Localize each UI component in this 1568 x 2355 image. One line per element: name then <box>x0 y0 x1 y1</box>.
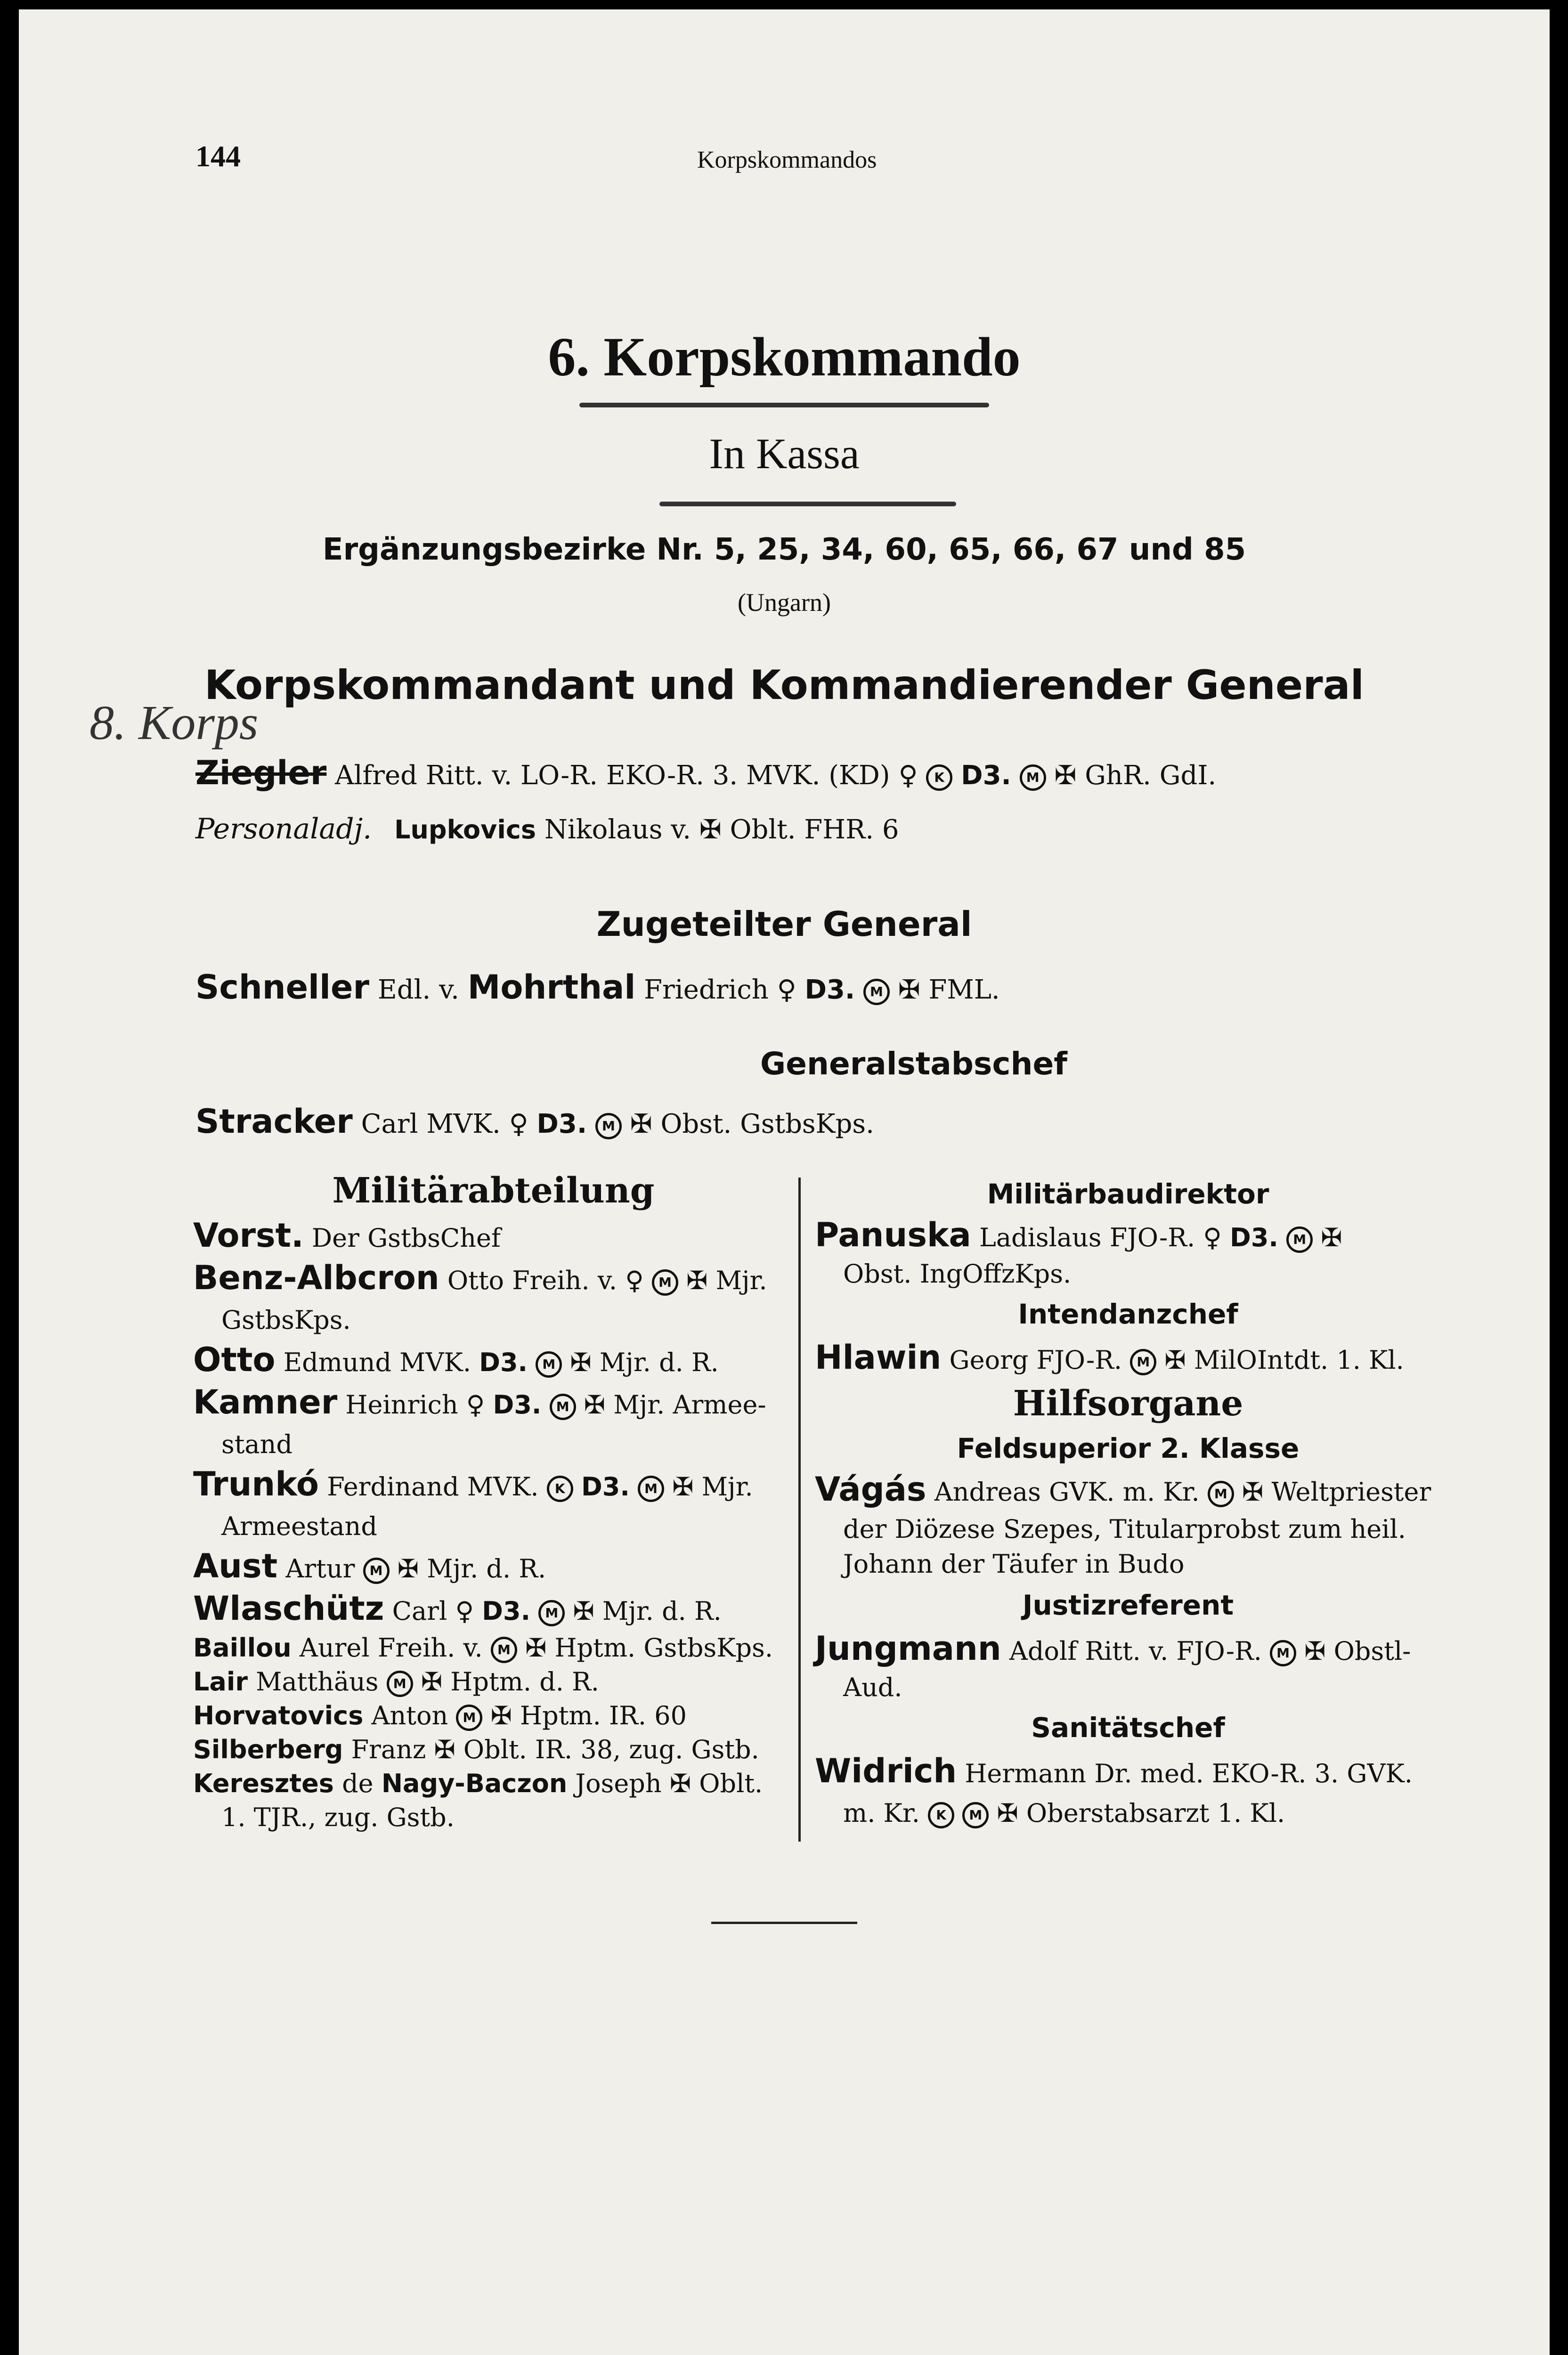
entry-name: Panuska <box>815 1216 971 1254</box>
order-icon: ♀ <box>625 1266 644 1295</box>
entry-text: Andreas GVK. m. Kr. <box>934 1477 1200 1507</box>
entry-name: Widrich <box>815 1752 957 1790</box>
entry-silberberg <box>193 1733 794 1767</box>
handwritten-note: 8. Korps <box>89 696 259 750</box>
chief-text-b: D3. <box>536 1109 587 1139</box>
entry-wlaschuetz <box>193 1589 794 1631</box>
military-department-heading: Militärabteilung <box>332 1170 655 1211</box>
cross-icon: ✠ <box>669 1769 691 1798</box>
adjutant-role: Personaladj. <box>195 812 372 845</box>
entry-text: Obstl- <box>1333 1636 1411 1666</box>
chief-heading: Generalstabschef <box>760 1046 1067 1082</box>
cross-icon: ✠ <box>525 1633 547 1663</box>
medical-heading: Sanitätschef <box>1031 1712 1225 1744</box>
entry-name: Kamner <box>193 1383 338 1421</box>
entry-name: Aust <box>193 1547 278 1585</box>
entry-text: Hptm. GstbsKps. <box>554 1633 773 1663</box>
entry-continuation: der Diözese Szepes, Titularprobst zum heil. <box>843 1514 1406 1544</box>
cross-icon: ✠ <box>699 814 722 845</box>
entry-vagas <box>815 1470 1441 1512</box>
entry-text: Oberstabsarzt 1. Kl. <box>1026 1798 1285 1828</box>
cross-icon: ✠ <box>672 1472 694 1502</box>
m-badge-icon: M <box>550 1394 576 1420</box>
page-title: 6. Korpskommando <box>548 326 1021 388</box>
page-number: 144 <box>195 139 241 173</box>
country-note: (Ungarn) <box>738 588 831 617</box>
m-badge-icon: M <box>456 1705 482 1731</box>
entry-name: Horvatovics <box>193 1701 364 1730</box>
entry-name: Otto <box>193 1340 276 1379</box>
m-badge-icon: M <box>1130 1349 1156 1375</box>
column-divider <box>798 1178 801 1842</box>
m-badge-icon: M <box>863 979 890 1005</box>
title-underline <box>579 403 989 407</box>
entry-text: Hptm. d. R. <box>450 1667 599 1697</box>
entry-trunko <box>193 1464 794 1507</box>
cross-icon: ✠ <box>573 1596 594 1626</box>
m-badge-icon: M <box>1286 1226 1313 1253</box>
entry-text: D3. <box>482 1596 531 1626</box>
auxiliary-organs-heading: Hilfsorgane <box>1013 1383 1243 1424</box>
commander-name: Ziegler <box>195 754 327 792</box>
entry-panuska <box>815 1215 1441 1258</box>
justice-heading: Justizreferent <box>1022 1589 1234 1621</box>
entry-name: Benz-Albcron <box>193 1259 439 1297</box>
m-badge-icon: M <box>638 1476 664 1502</box>
cross-icon: ✠ <box>686 1266 708 1295</box>
chaplain-heading: Feldsuperior 2. Klasse <box>957 1432 1300 1464</box>
m-badge-icon: M <box>1208 1481 1234 1507</box>
intendant-heading: Intendanzchef <box>1018 1298 1238 1330</box>
entry-aust <box>193 1546 794 1589</box>
entry-text: Weltpriester <box>1271 1477 1431 1507</box>
m-badge-icon: M <box>652 1269 678 1296</box>
entry-jungmann <box>815 1629 1441 1671</box>
assigned-name-b: Mohrthal <box>467 968 636 1007</box>
cross-icon: ✠ <box>997 1798 1018 1828</box>
right-column <box>815 1173 1441 1833</box>
cross-icon: ✠ <box>1321 1223 1342 1252</box>
entry-text: Edmund MVK. <box>283 1348 471 1377</box>
entry-widrich-continuation <box>815 1794 1441 1833</box>
entry-text: Anton <box>371 1701 448 1730</box>
entry-continuation: Johann der Täufer in Budo <box>843 1549 1185 1579</box>
building-director-heading: Militärbaudirektor <box>987 1178 1269 1210</box>
assigned-text-a: Edl. v. <box>377 974 459 1005</box>
m-badge-icon: M <box>387 1671 413 1697</box>
m-badge-icon: M <box>363 1558 390 1584</box>
order-icon: ♀ <box>777 974 796 1005</box>
entry-text: Mjr. d. R. <box>599 1348 719 1377</box>
entry-text: Georg FJO-R. <box>949 1345 1122 1375</box>
entry-text: Carl <box>392 1596 447 1626</box>
entry-text: Mjr. Armee- <box>613 1390 766 1420</box>
assigned-text-d: FML. <box>928 974 1000 1005</box>
entry-horvatovics <box>193 1699 794 1733</box>
k-badge-icon: K <box>547 1476 573 1502</box>
entry-text: D3. <box>479 1348 528 1377</box>
entry-text: Hermann Dr. med. EKO-R. 3. GVK. <box>965 1759 1413 1788</box>
entry-name: Jungmann <box>815 1629 1001 1668</box>
entry-text: Heinrich <box>345 1390 458 1420</box>
cross-icon: ✠ <box>490 1701 512 1730</box>
order-icon: ♀ <box>1203 1223 1222 1252</box>
entry-widrich <box>815 1751 1441 1794</box>
entry-continuation: stand <box>221 1429 292 1459</box>
cross-icon: ✠ <box>1242 1477 1264 1507</box>
commander-text-b: D3. <box>961 760 1011 791</box>
recruitment-districts: Ergänzungsbezirke Nr. 5, 25, 34, 60, 65, 66, 67 und 85 <box>322 532 1246 567</box>
entry-text: Ladislaus FJO-R. <box>979 1223 1195 1252</box>
entry-kamner <box>193 1382 794 1425</box>
entry-name: Keresztes <box>193 1769 334 1798</box>
entry-text: Oblt. IR. 38, zug. Gstb. <box>463 1735 759 1764</box>
entry-text: Joseph <box>575 1769 662 1798</box>
entry-text: Franz <box>351 1735 426 1764</box>
order-icon: ♀ <box>455 1596 474 1626</box>
order-icon: ♀ <box>509 1109 528 1139</box>
cross-icon: ✠ <box>397 1554 419 1584</box>
entry-text: Mjr. <box>715 1266 767 1295</box>
entry-text: m. Kr. <box>843 1798 920 1828</box>
adjutant-text-b: Oblt. FHR. 6 <box>730 814 899 845</box>
entry-name: Vorst. <box>193 1216 304 1255</box>
k-badge-icon: K <box>926 764 952 791</box>
entry-benz-albcron <box>193 1258 794 1300</box>
entry-text: Mjr. <box>701 1472 753 1502</box>
chief-entry <box>195 1102 874 1141</box>
entry-text: Aurel Freih. v. <box>299 1633 483 1663</box>
assigned-heading: Zugeteilter General <box>596 904 972 944</box>
commander-text-c: GhR. GdI. <box>1085 760 1217 791</box>
cross-icon: ✠ <box>434 1735 455 1764</box>
k-badge-icon: K <box>928 1802 954 1828</box>
m-badge-icon: M <box>962 1802 989 1828</box>
m-badge-icon: M <box>491 1637 517 1663</box>
cross-icon: ✠ <box>570 1348 592 1377</box>
entry-name: Hlawin <box>815 1338 942 1377</box>
entry-text: Mjr. d. R. <box>427 1554 546 1584</box>
m-badge-icon: M <box>536 1351 562 1378</box>
adjutant-name: Lupkovics <box>394 815 536 845</box>
cross-icon: ✠ <box>1164 1345 1186 1375</box>
page <box>19 9 1550 2355</box>
chief-text-a: Carl MVK. <box>361 1109 501 1139</box>
entry-name: Trunkó <box>193 1465 319 1503</box>
m-badge-icon: M <box>595 1113 622 1139</box>
end-rule <box>711 1922 857 1924</box>
assigned-text-b: Friedrich <box>644 974 769 1005</box>
m-badge-icon: M <box>538 1600 565 1626</box>
entry-text: Ferdinand MVK. <box>327 1472 539 1502</box>
cross-icon: ✠ <box>584 1390 606 1420</box>
entry-name: Nagy-Baczon <box>381 1769 568 1798</box>
entry-text: Matthäus <box>256 1667 379 1697</box>
entry-name: Lair <box>193 1667 248 1697</box>
assigned-name-a: Schneller <box>195 968 370 1007</box>
m-badge-icon: M <box>1020 764 1046 791</box>
entry-continuation: GstbsKps. <box>221 1305 351 1335</box>
entry-name: Vágás <box>815 1470 926 1509</box>
cross-icon: ✠ <box>898 974 920 1005</box>
commander-entry <box>195 754 1216 792</box>
location: In Kassa <box>709 430 860 478</box>
order-icon: ♀ <box>466 1390 485 1420</box>
cross-icon: ✠ <box>630 1109 652 1139</box>
chief-text-c: Obst. GstbsKps. <box>660 1109 874 1139</box>
entry-text: Otto Freih. v. <box>447 1266 617 1295</box>
entry-hlawin <box>815 1338 1441 1380</box>
entry-text: Hptm. IR. 60 <box>520 1701 687 1730</box>
m-badge-icon: M <box>1270 1640 1296 1666</box>
cross-icon: ✠ <box>421 1667 443 1697</box>
adjutant-text-a: Nikolaus v. <box>544 814 691 845</box>
cross-icon: ✠ <box>1054 760 1077 791</box>
entry-text: Mjr. d. R. <box>602 1596 722 1626</box>
entry-text: D3. <box>1230 1223 1278 1252</box>
adjutant-entry <box>195 812 899 845</box>
entry-continuation: 1. TJR., zug. Gstb. <box>221 1803 455 1832</box>
chief-name: Stracker <box>195 1102 353 1141</box>
entry-continuation: Armeestand <box>221 1511 377 1541</box>
entry-name: Baillou <box>193 1633 292 1663</box>
entry-baillou <box>193 1631 794 1665</box>
cross-icon: ✠ <box>1304 1636 1326 1666</box>
entry-text: Adolf Ritt. v. FJO-R. <box>1009 1636 1262 1666</box>
military-department-column <box>193 1170 794 1835</box>
running-title: Korpskommandos <box>697 146 877 173</box>
entry-text: Artur <box>285 1554 355 1584</box>
entry-text: D3. <box>493 1390 542 1420</box>
entry-continuation: Obst. IngOffzKps. <box>843 1259 1072 1289</box>
entry-text: MilOIntdt. 1. Kl. <box>1194 1345 1404 1375</box>
entry-text: de <box>342 1769 374 1798</box>
commander-heading: Korpskommandant und Kommandierender General <box>204 662 1365 709</box>
entry-text: Oblt. <box>699 1769 763 1798</box>
entry-vorst <box>193 1216 794 1258</box>
commander-text-a: Alfred Ritt. v. LO-R. EKO-R. 3. MVK. (KD) <box>335 760 890 791</box>
entry-lair <box>193 1665 794 1699</box>
entry-keresztes <box>193 1767 794 1801</box>
location-underline <box>659 502 956 506</box>
assigned-text-c: D3. <box>804 974 855 1005</box>
entry-continuation: Aud. <box>843 1673 902 1702</box>
entry-text: Der GstbsChef <box>311 1223 501 1253</box>
entry-name: Wlaschütz <box>193 1589 384 1628</box>
entry-text: D3. <box>581 1472 630 1502</box>
entry-otto <box>193 1340 794 1382</box>
entry-name: Silberberg <box>193 1735 343 1764</box>
assigned-entry <box>195 968 1000 1007</box>
order-icon: ♀ <box>898 760 918 791</box>
